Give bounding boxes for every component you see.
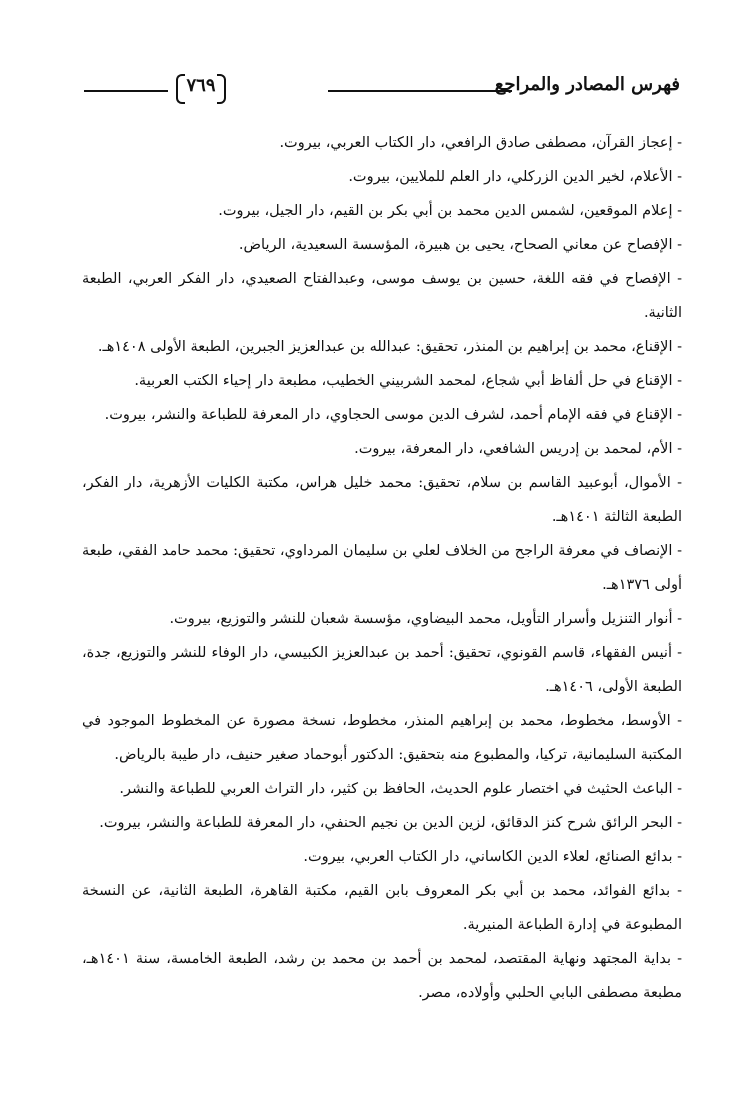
bibliography-entry: - الإفصاح عن معاني الصحاح، يحيى بن هبيرة، المؤسسة السعيدية، الرياض. [238,237,682,253]
bibliography-list [82,126,682,1010]
bibliography-entry: - الباعث الحثيث في اختصار علوم الحديث، الحافظ بن كثير، دار التراث العربي للطباعة والنشر. [119,781,682,797]
bibliography-entry: - الأوسط، مخطوط، محمد بن إبراهيم المنذر، مخطوط، نسخة مصورة عن المخطوط الموجود في المكتبة السليمانية، تركيا، والمطبوع منه بتحقيق: الدكتور أبوحماد صغير حنيف، دار طيبة بالرياض. [82,713,682,763]
page-header [84,72,680,106]
bibliography-entry: - الإقناع، محمد بن إبراهيم بن المنذر، تحقيق: عبدالله بن عبدالعزيز الجبرين، الطبعة الأولى ١٤٠٨هـ. [97,339,682,355]
bibliography-entry: - الإقناع في حل ألفاظ أبي شجاع، لمحمد الشربيني الخطيب، مطبعة دار إحياء الكتب العربية. [134,373,682,389]
page-number: ٧٦٩ [186,75,216,96]
bibliography-entry: - بداية المجتهد ونهاية المقتصد، لمحمد بن أحمد بن محمد بن رشد، الطبعة الخامسة، سنة ١٤٠١هـ، مطبعة مصطفى البابي الحلبي وأولاده، مصر. [82,951,682,1001]
bibliography-entry: - إعجاز القرآن، مصطفى صادق الرافعي، دار الكتاب العربي، بيروت. [279,135,682,151]
page-number-frame [176,74,226,102]
bibliography-entry: - الأموال، أبوعبيد القاسم بن سلام، تحقيق: محمد خليل هراس، مكتبة الكليات الأزهرية، دار الفكر، الطبعة الثالثة ١٤٠١هـ. [82,475,682,525]
header-rule-right [328,90,512,92]
bibliography-entry: - إعلام الموقعين، لشمس الدين محمد بن أبي بكر بن القيم، دار الجيل، بيروت. [218,203,682,219]
bibliography-entry: - الأعلام، لخير الدين الزركلي، دار العلم للملايين، بيروت. [348,169,682,185]
header-title: فهرس المصادر والمراجع [494,74,680,95]
bibliography-entry: - الأم، لمحمد بن إدريس الشافعي، دار المعرفة، بيروت. [354,441,682,457]
bibliography-entry: - بدائع الفوائد، محمد بن أبي بكر المعروف بابن القيم، مكتبة القاهرة، الطبعة الثانية، عن النسخة المطبوعة في إدارة الطباعة المنيرية. [82,883,682,933]
bibliography-entry: - الإفصاح في فقه اللغة، حسين بن يوسف موسى، وعبدالفتاح الصعيدي، دار الفكر العربي، الطبعة الثانية. [82,271,682,321]
bibliography-entry: - بدائع الصنائع، لعلاء الدين الكاساني، دار الكتاب العربي، بيروت. [303,849,682,865]
bibliography-entry: - أنوار التنزيل وأسرار التأويل، محمد البيضاوي، مؤسسة شعبان للنشر والتوزيع، بيروت. [169,611,682,627]
bibliography-entry: - البحر الرائق شرح كنز الدقائق، لزين الدين بن نجيم الحنفي، دار المعرفة للطباعة والنشر، بيروت. [99,815,682,831]
header-rule-left [84,90,168,92]
bibliography-entry: - الإنصاف في معرفة الراجح من الخلاف لعلي بن سليمان المرداوي، تحقيق: محمد حامد الفقي، طبعة أولى ١٣٧٦هـ. [82,543,682,593]
bibliography-entry: - أنيس الفقهاء، قاسم القونوي، تحقيق: أحمد بن عبدالعزيز الكبيسي، دار الوفاء للنشر والتوزيع، جدة، الطبعة الأولى، ١٤٠٦هـ. [82,645,682,695]
bracket-right [217,74,226,104]
bibliography-entry: - الإقناع في فقه الإمام أحمد، لشرف الدين موسى الحجاوي، دار المعرفة للطباعة والنشر، بيروت. [104,407,682,423]
